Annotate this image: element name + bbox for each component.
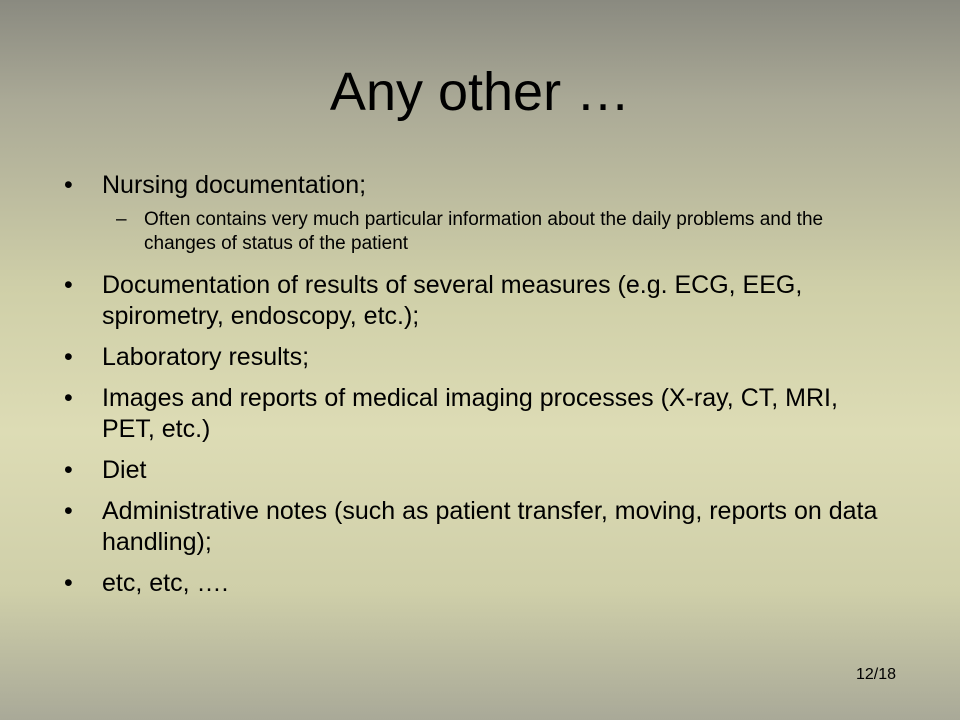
sub-bullet-marker: – <box>116 209 127 230</box>
list-item <box>64 568 894 599</box>
list-item <box>64 170 894 201</box>
bullet-marker: • <box>64 497 73 525</box>
bullet-text: Images and reports of medical imaging processes (X-ray, CT, MRI, PET, etc.) <box>102 384 838 443</box>
bullet-text: Nursing documentation; <box>102 171 367 199</box>
list-item <box>64 455 894 486</box>
bullet-marker: • <box>64 569 73 597</box>
bullet-marker: • <box>64 271 73 299</box>
bullet-text: Laboratory results; <box>102 343 310 371</box>
list-item <box>64 383 894 445</box>
slide-title: Any other … <box>329 62 631 122</box>
bullet-list <box>64 170 894 609</box>
bullet-text: Documentation of results of several measures (e.g. ECG, EEG, spirometry, endoscopy, etc.); <box>102 271 803 330</box>
page-number: 12/18 <box>855 666 896 683</box>
bullet-text: etc, etc, …. <box>102 569 229 597</box>
bullet-text: Administrative notes (such as patient transfer, moving, reports on data handling); <box>102 497 878 556</box>
bullet-text: Diet <box>102 456 147 484</box>
list-item <box>64 270 894 332</box>
list-item <box>64 342 894 373</box>
bullet-marker: • <box>64 171 73 199</box>
bullet-marker: • <box>64 384 73 412</box>
sub-bullet-text: Often contains very much particular information about the daily problems and the changes of status of the patient <box>144 209 824 254</box>
sub-list-item <box>116 208 894 256</box>
bullet-marker: • <box>64 343 73 371</box>
list-item <box>64 496 894 558</box>
bullet-marker: • <box>64 456 73 484</box>
